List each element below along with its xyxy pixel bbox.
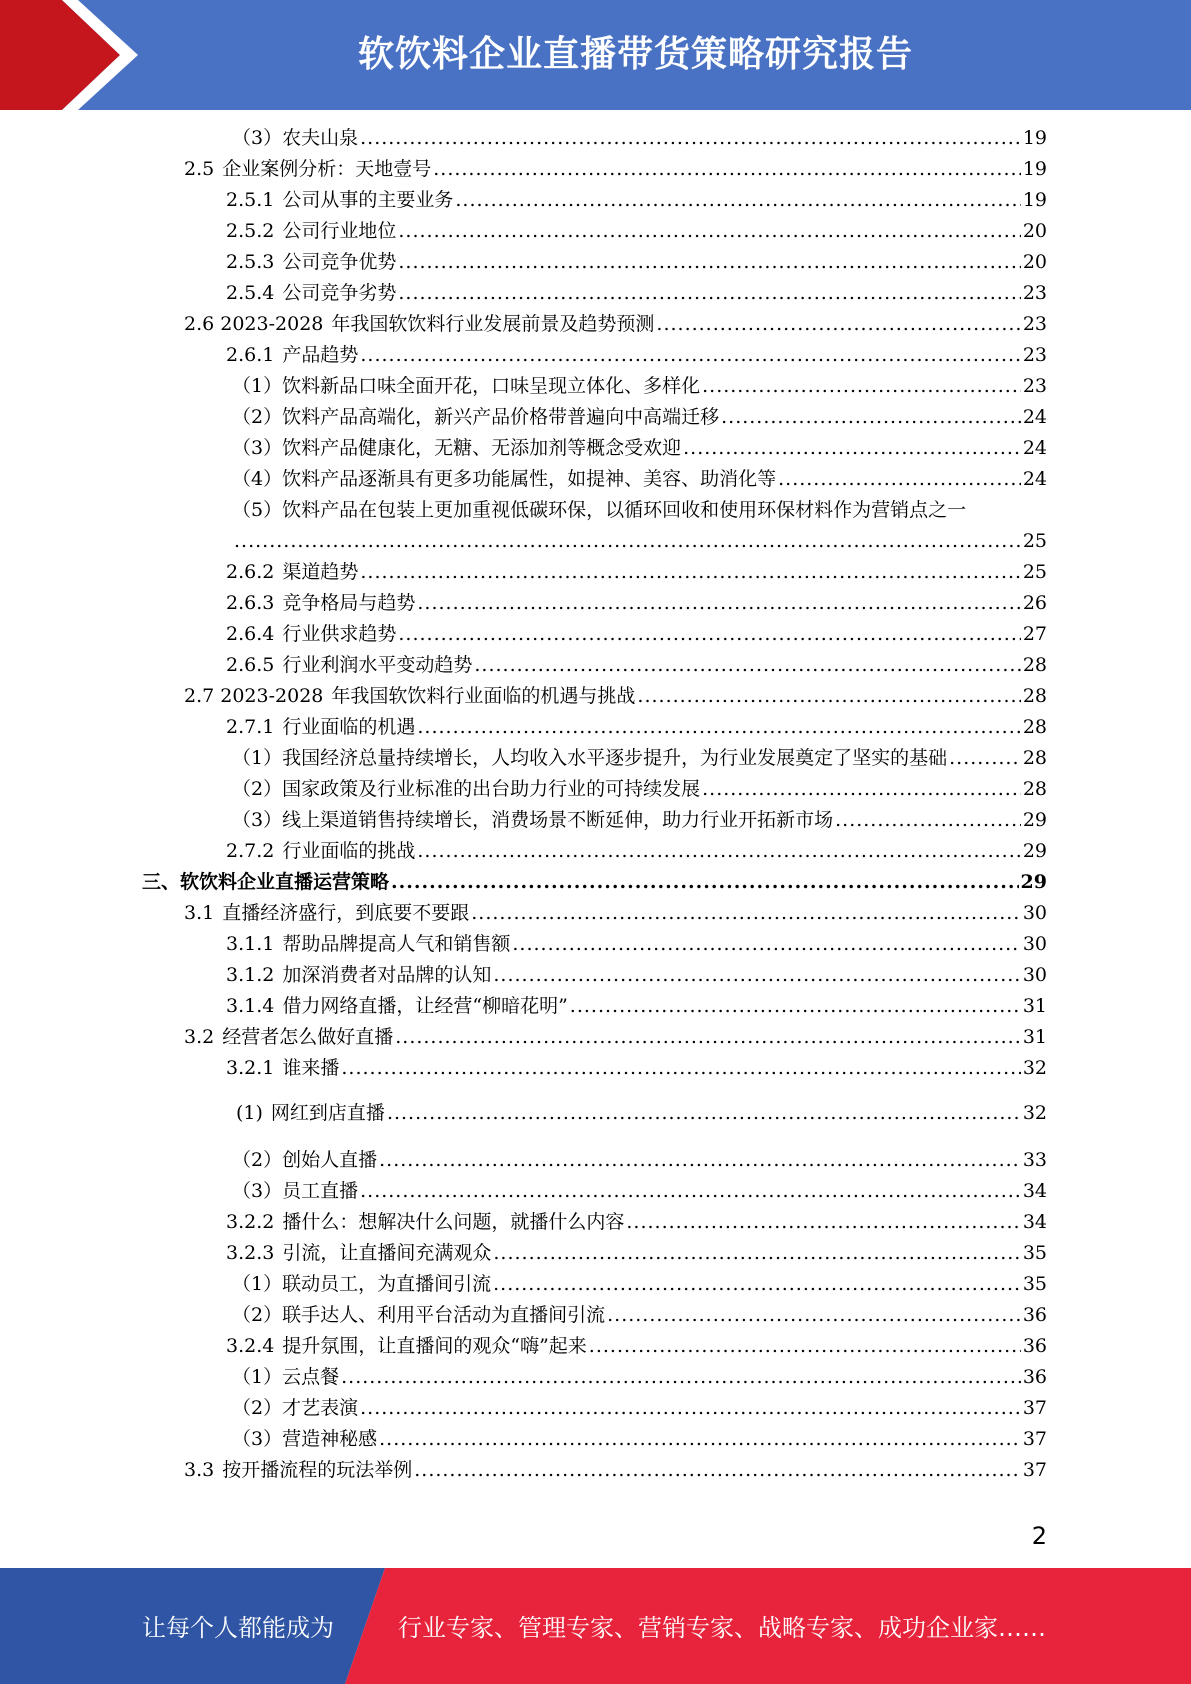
toc-leader-dots [398, 250, 1020, 274]
toc-entry[interactable] [232, 467, 1047, 491]
toc-leader-dots [341, 1365, 1021, 1389]
toc-entry-prefix: 3.1 [184, 902, 215, 924]
toc-page-number: 27 [1022, 623, 1047, 645]
toc-entry[interactable] [226, 591, 1047, 615]
toc-entry[interactable] [226, 560, 1047, 584]
toc-entry-prefix: （4） [232, 468, 283, 490]
toc-entry[interactable] [184, 1458, 1047, 1482]
toc-entry-prefix: 3.2.3 [226, 1242, 275, 1264]
toc-leader-dots [512, 932, 1020, 956]
toc-chapter-entry[interactable] [142, 870, 1047, 894]
toc-entry[interactable] [226, 932, 1047, 956]
report-title: 软饮料企业直播带货策略研究报告 [357, 34, 913, 75]
toc-leader-dots [398, 281, 1020, 305]
toc-page-number: 23 [1022, 375, 1047, 397]
toc-entry-prefix: 3.1.4 [226, 995, 275, 1017]
toc-leader-dots [379, 1148, 1021, 1172]
toc-leader-dots [417, 715, 1020, 739]
toc-entry-prefix: （3） [232, 437, 283, 459]
toc-leader-dots [835, 808, 1021, 832]
toc-page-number: 19 [1022, 158, 1047, 180]
toc-entry-prefix: 2.6.4 [226, 623, 275, 645]
toc-entry-label: 软饮料企业直播运营策略 [180, 871, 390, 893]
toc-page-number: 32 [1022, 1102, 1047, 1124]
toc-entry-label: 线上渠道销售持续增长，消费场景不断延伸，助力行业开拓新市场 [282, 809, 834, 831]
toc-page-number: 28 [1022, 685, 1047, 707]
toc-entry-label: 饮料产品健康化，无糖、无添加剂等概念受欢迎 [282, 437, 682, 459]
toc-entry-prefix: （1） [232, 1366, 283, 1388]
toc-entry[interactable] [226, 219, 1047, 243]
toc-entry-label: 行业供求趋势 [282, 623, 397, 645]
toc-entry-prefix: 2.5.4 [226, 282, 275, 304]
toc-entry-prefix: 2.5 [184, 158, 215, 180]
toc-entry-label: 竞争格局与趋势 [282, 592, 416, 614]
toc-entry-label: 行业面临的挑战 [282, 840, 416, 862]
toc-entry-label: 农夫山泉 [282, 127, 359, 149]
toc-entry-label: 我国经济总量持续增长，人均收入水平逐步提升，为行业发展奠定了坚实的基础 [282, 747, 948, 769]
toc-entry-prefix: 2.7.2 [226, 840, 275, 862]
toc-entry-prefix: 2.6 2023-2028 [184, 313, 324, 335]
toc-entry[interactable] [232, 1396, 1047, 1420]
toc-entry[interactable] [226, 1056, 1047, 1080]
toc-page-number: 34 [1022, 1180, 1047, 1202]
toc-leader-dots [395, 1025, 1021, 1049]
toc-entry[interactable] [226, 715, 1047, 739]
toc-entry-prefix: 三、 [142, 871, 181, 893]
toc-entry[interactable] [226, 839, 1047, 863]
toc-entry-label: 公司行业地位 [282, 220, 397, 242]
toc-entry[interactable] [232, 1272, 1047, 1296]
toc-entry[interactable] [232, 1303, 1047, 1327]
toc-leader-dots [493, 1272, 1021, 1296]
toc-page-number: 28 [1022, 778, 1047, 800]
toc-entry[interactable] [236, 1101, 1047, 1125]
toc-entry-label: 公司从事的主要业务 [282, 189, 454, 211]
toc-entry-label: 饮料新品口味全面开花，口味呈现立体化、多样化 [282, 375, 701, 397]
toc-entry-prefix: （3） [232, 127, 283, 149]
toc-page-number: 36 [1022, 1335, 1047, 1357]
toc-entry-label: 谁来播 [282, 1057, 340, 1079]
toc-page-number: 31 [1022, 995, 1047, 1017]
toc-entry-label: 提升氛围，让直播间的观众“嗨”起来 [282, 1335, 587, 1357]
toc-page-number: 37 [1022, 1397, 1047, 1419]
toc-page-number: 20 [1022, 220, 1047, 242]
toc-page-number: 24 [1022, 468, 1047, 490]
toc-entry[interactable] [226, 250, 1047, 274]
toc-entry-label: 年我国软饮料行业发展前景及趋势预测 [331, 313, 655, 335]
toc-page-number: 24 [1022, 406, 1047, 428]
footer-slogan-right: 行业专家、管理专家、营销专家、战略专家、成功企业家…… [398, 1614, 1046, 1642]
toc-page-number: 20 [1022, 251, 1047, 273]
toc-leader-dots [607, 1303, 1021, 1327]
toc-page-number: 23 [1022, 344, 1047, 366]
toc-entry-label: 联动员工，为直播间引流 [282, 1273, 492, 1295]
toc-page-number: 32 [1022, 1057, 1047, 1079]
toc-page-number: 29 [1020, 871, 1047, 893]
toc-entry-prefix: 2.7 2023-2028 [184, 685, 324, 707]
toc-entry-prefix: （3） [232, 809, 283, 831]
toc-page-number: 30 [1022, 902, 1047, 924]
toc-entry[interactable] [232, 1179, 1047, 1203]
toc-page-number: 24 [1022, 437, 1047, 459]
toc-leader-dots [626, 1210, 1020, 1234]
toc-entry[interactable] [226, 963, 1047, 987]
toc-page-number: 25 [1022, 561, 1047, 583]
toc-page-number: 19 [1022, 189, 1047, 211]
toc-page-number: 23 [1022, 313, 1047, 335]
toc-entry[interactable] [226, 343, 1047, 367]
toc-entry-label: 直播经济盛行，到底要不要跟 [222, 902, 470, 924]
toc-entry-prefix: （3） [232, 1428, 283, 1450]
toc-leader-dots [702, 374, 1021, 398]
toc-entry-label: 年我国软饮料行业面临的机遇与挑战 [331, 685, 636, 707]
toc-entry-prefix: 2.5.2 [226, 220, 275, 242]
toc-leader-dots [360, 560, 1020, 584]
toc-entry[interactable] [232, 746, 1047, 770]
toc-page-number: 31 [1022, 1026, 1047, 1048]
toc-entry[interactable] [226, 622, 1047, 646]
toc-entry[interactable] [226, 994, 1047, 1018]
toc-entry-prefix: 3.2.4 [226, 1335, 275, 1357]
toc-entry[interactable] [226, 1210, 1047, 1234]
toc-entry[interactable] [184, 684, 1047, 708]
toc-entry[interactable] [232, 126, 1047, 150]
toc-page-number: 29 [1022, 840, 1047, 862]
toc-entry[interactable] [226, 1334, 1047, 1358]
page-header [0, 0, 1191, 110]
toc-page-number: 26 [1022, 592, 1047, 614]
toc-entry-prefix: 2.5.3 [226, 251, 275, 273]
toc-entry[interactable] [232, 1427, 1047, 1451]
toc-entry[interactable] [232, 1365, 1047, 1389]
toc-entry-label: 经营者怎么做好直播 [222, 1026, 394, 1048]
toc-leader-dots [414, 1458, 1021, 1482]
toc-leader-dots [474, 653, 1020, 677]
toc-entry-prefix: （3） [232, 1180, 283, 1202]
page-footer [0, 1568, 1191, 1684]
toc-entry-prefix: 2.6.1 [226, 344, 275, 366]
toc-page-number: 28 [1022, 747, 1047, 769]
toc-entry-prefix: （2） [232, 1397, 283, 1419]
toc-page-number: 37 [1022, 1428, 1047, 1450]
toc-leader-dots [398, 219, 1020, 243]
toc-leader-dots [683, 436, 1021, 460]
toc-leader-dots [417, 839, 1020, 863]
toc-entry-prefix: （2） [232, 1304, 283, 1326]
toc-leader-dots [433, 157, 1021, 181]
toc-entry-prefix: 3.2.2 [226, 1211, 275, 1233]
toc-entry-label: 帮助品牌提高人气和销售额 [282, 933, 511, 955]
toc-entry-label: 引流，让直播间充满观众 [282, 1242, 492, 1264]
toc-leader-dots [360, 343, 1020, 367]
toc-page-number: 34 [1022, 1211, 1047, 1233]
toc-entry-prefix: （1） [232, 747, 283, 769]
toc-leader-dots [493, 1241, 1020, 1265]
toc-entry-prefix: （5） [232, 499, 283, 521]
toc-entry-label: 公司竞争劣势 [282, 282, 397, 304]
toc-entry[interactable] [184, 901, 1047, 925]
toc-entry-label: 才艺表演 [282, 1397, 359, 1419]
toc-entry[interactable] [226, 1241, 1047, 1265]
toc-entry[interactable] [232, 777, 1047, 801]
toc-leader-dots [360, 1396, 1021, 1420]
toc-page-number: 36 [1022, 1366, 1047, 1388]
toc-leader-dots [637, 684, 1020, 708]
toc-entry-prefix: 3.2 [184, 1026, 215, 1048]
toc-leader-dots [656, 312, 1020, 336]
toc-entry-prefix: 3.2.1 [226, 1057, 275, 1079]
toc-entry-label: 饮料产品高端化，新兴产品价格带普遍向中高端迁移 [282, 406, 720, 428]
toc-page-number: 28 [1022, 716, 1047, 738]
toc-entry-label: 饮料产品逐渐具有更多功能属性，如提神、美容、助消化等 [282, 468, 777, 490]
toc-entry-prefix: （2） [232, 406, 283, 428]
toc-leader-dots [379, 1427, 1021, 1451]
toc-entry[interactable] [232, 808, 1047, 832]
toc-page-number: 30 [1022, 964, 1047, 986]
toc-leader-dots [398, 622, 1020, 646]
toc-entry-label: 播什么：想解决什么问题，就播什么内容 [282, 1211, 625, 1233]
toc-leader-dots [949, 746, 1021, 770]
toc-page-number: 23 [1022, 282, 1047, 304]
toc-entry-label: 云点餐 [282, 1366, 340, 1388]
toc-entry-label: 产品趋势 [282, 344, 359, 366]
toc-entry[interactable] [232, 405, 1047, 429]
toc-page-number: 37 [1022, 1459, 1047, 1481]
toc-leader-dots [589, 1334, 1021, 1358]
toc-entry-prefix: 2.7.1 [226, 716, 275, 738]
toc-entry[interactable] [226, 281, 1047, 305]
toc-entry-label: 创始人直播 [282, 1149, 378, 1171]
toc-page-number: 28 [1022, 654, 1047, 676]
toc-entry-label: 企业案例分析：天地壹号 [222, 158, 432, 180]
toc-entry-prefix: 2.6.5 [226, 654, 275, 676]
toc-entry-prefix: （2） [232, 1149, 283, 1171]
toc-leader-dots [341, 1056, 1020, 1080]
toc-page-number: 33 [1022, 1149, 1047, 1171]
toc-leader-dots [778, 467, 1021, 491]
toc-entry-prefix: 3.3 [184, 1459, 215, 1481]
toc-entry-prefix: （1） [232, 375, 283, 397]
toc-entry[interactable] [226, 188, 1047, 212]
toc-entry-label: 行业利润水平变动趋势 [282, 654, 473, 676]
toc-leader-dots [455, 188, 1020, 212]
toc-entry-label: 公司竞争优势 [282, 251, 397, 273]
toc-leader-dots [234, 529, 1021, 553]
toc-entry-label: 饮料产品在包装上更加重视低碳环保，以循环回收和使用环保材料作为营销点之一 [282, 499, 967, 521]
footer-slogan-left: 让每个人都能成为 [142, 1614, 334, 1642]
toc-entry-label: 国家政策及行业标准的出台助力行业的可持续发展 [282, 778, 701, 800]
toc-page-number: 30 [1022, 933, 1047, 955]
toc-entry-prefix: 2.6.2 [226, 561, 275, 583]
toc-entry[interactable] [232, 1148, 1047, 1172]
toc-page-number: 35 [1022, 1242, 1047, 1264]
toc-entry-label: 渠道趋势 [282, 561, 359, 583]
toc-page-number: 35 [1022, 1273, 1047, 1295]
toc-leader-dots [360, 1179, 1021, 1203]
toc-leader-dots [417, 591, 1020, 615]
toc-entry[interactable] [232, 374, 1047, 398]
toc-entry-prefix: （2） [232, 778, 283, 800]
toc-entry-prefix: 3.1.2 [226, 964, 275, 986]
toc-leader-dots [493, 963, 1020, 987]
toc-leader-dots [360, 126, 1021, 150]
toc-leader-dots [570, 994, 1021, 1018]
toc-page-number: 19 [1022, 127, 1047, 149]
toc-entry[interactable] [232, 436, 1047, 460]
toc-leader-dots [721, 405, 1021, 429]
toc-entry-prefix: （1） [232, 1273, 283, 1295]
toc-entry-label: 加深消费者对品牌的认知 [282, 964, 492, 986]
toc-entry-label: 员工直播 [282, 1180, 359, 1202]
toc-leader-dots [471, 901, 1021, 925]
toc-page-number: 29 [1022, 809, 1047, 831]
toc-entry-prefix: 2.6.3 [226, 592, 275, 614]
toc-page-number: 36 [1022, 1304, 1047, 1326]
toc-entry[interactable] [226, 653, 1047, 677]
toc-page-number: 25 [1022, 530, 1047, 552]
toc-entry-prefix: (1) [236, 1102, 263, 1124]
toc-entry-label: 借力网络直播，让经营“柳暗花明” [282, 995, 568, 1017]
toc-entry-continuation[interactable] [232, 529, 1047, 553]
toc-leader-dots [391, 870, 1019, 894]
toc-entry-label: 网红到店直播 [270, 1102, 385, 1124]
toc-entry-label: 营造神秘感 [282, 1428, 378, 1450]
toc-entry-label: 按开播流程的玩法举例 [222, 1459, 413, 1481]
toc-entry-prefix: 2.5.1 [226, 189, 275, 211]
toc-leader-dots [702, 777, 1021, 801]
toc-entry[interactable] [184, 312, 1047, 336]
toc-entry[interactable] [184, 157, 1047, 181]
toc-entry-prefix: 3.1.1 [226, 933, 275, 955]
page-number: 2 [1031, 1522, 1047, 1550]
toc-entry-label: 行业面临的机遇 [282, 716, 416, 738]
toc-leader-dots [387, 1101, 1021, 1125]
toc-entry-text[interactable] [232, 498, 966, 522]
toc-entry-label: 联手达人、利用平台活动为直播间引流 [282, 1304, 606, 1326]
toc-entry[interactable] [184, 1025, 1047, 1049]
